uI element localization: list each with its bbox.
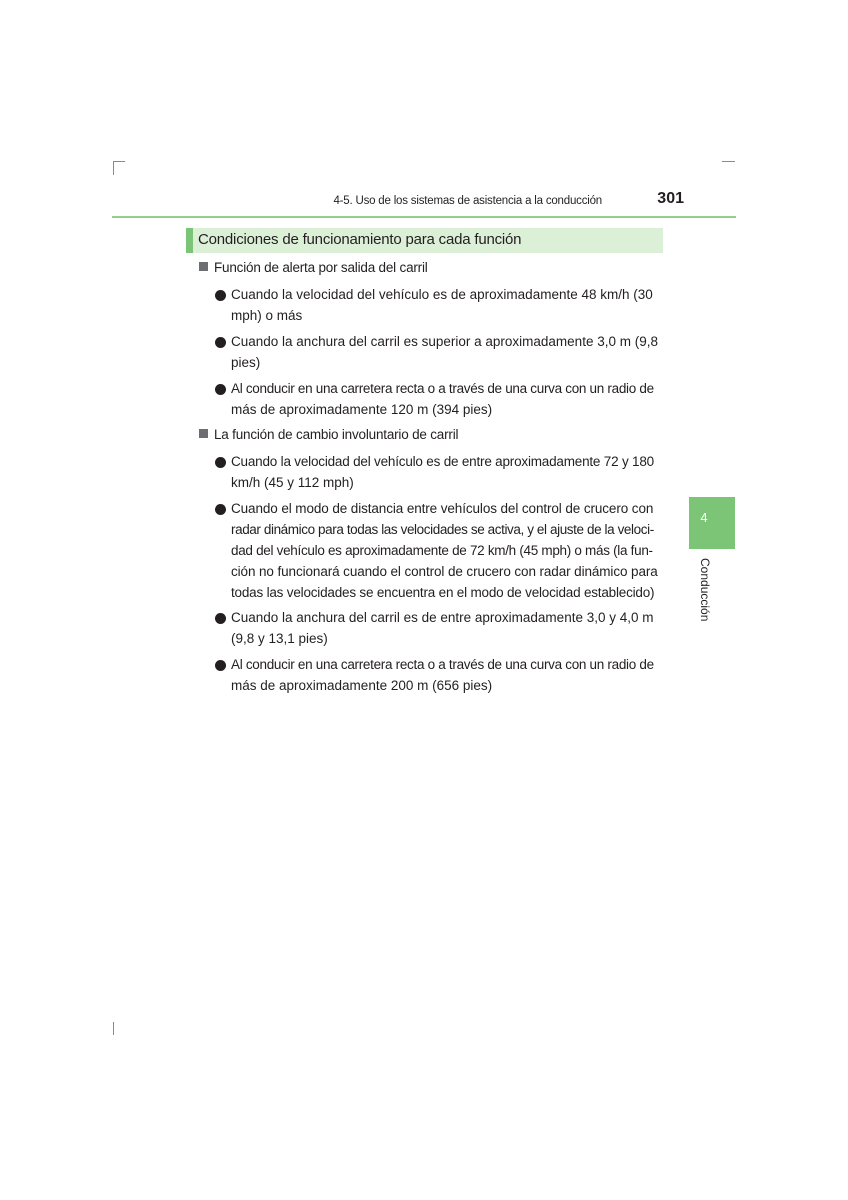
header-rule [112,216,736,218]
chapter-tab[interactable] [689,497,735,549]
round-bullet-icon [215,660,226,671]
list-item-line: ción no funcionará cuando el control de crucero con radar dinámico para [231,564,658,579]
subsection-title: La función de cambio involuntario de carril [214,427,459,442]
list-item-line: pies) [231,355,261,370]
list-item-line: más de aproximadamente 120 m (394 pies) [231,402,493,417]
section-title: Condiciones de funcionamiento para cada función [198,231,522,248]
square-bullet-icon [199,262,208,271]
list-item [215,331,659,373]
crop-mark-top-right-h [722,161,735,162]
list-item-line: mph) o más [231,308,303,323]
subsection-heading [199,260,428,275]
list-item [215,451,659,493]
list-item-line: dad del vehículo es aproximadamente de 72 km/h (45 mph) o más (la fun- [231,543,653,558]
subsection-heading [199,427,458,442]
chapter-number: 4 [700,510,708,525]
list-item-line: Cuando la anchura del carril es superior a aproximadamente 3,0 m (9,8 [231,334,658,349]
round-bullet-icon [215,457,226,468]
list-item-line: Cuando la velocidad del vehículo es de entre aproximadamente 72 y 180 [231,454,654,469]
list-item [215,654,659,696]
list-item-line: todas las velocidades se encuentra en el modo de velocidad establecido) [231,585,655,600]
square-bullet-icon [199,429,208,438]
round-bullet-icon [215,337,226,348]
round-bullet-icon [215,504,226,515]
list-item-line: Cuando el modo de distancia entre vehículos del control de crucero con [231,501,654,516]
list-item-line: radar dinámico para todas las velocidades se activa, y el ajuste de la veloci- [231,522,654,537]
section-heading-box [186,228,663,253]
list-item-line: km/h (45 y 112 mph) [231,475,354,490]
list-item-line: (9,8 y 13,1 pies) [231,631,328,646]
list-item [215,607,659,649]
running-header: 4-5. Uso de los sistemas de asistencia a la conducción [333,195,602,207]
crop-mark-top-left-h [113,161,125,162]
round-bullet-icon [215,613,226,624]
list-item-line: más de aproximadamente 200 m (656 pies) [231,678,493,693]
crop-mark-bottom-left-v [113,1022,114,1035]
list-item [215,284,659,326]
subsection-title: Función de alerta por salida del carril [214,260,428,275]
list-item-line: Al conducir en una carretera recta o a través de una curva con un radio de [231,657,654,672]
list-item [215,378,659,420]
round-bullet-icon [215,290,226,301]
chapter-label: Conducción [698,558,712,622]
list-item-line: Al conducir en una carretera recta o a través de una curva con un radio de [231,381,654,396]
crop-mark-top-left-v [113,161,114,175]
list-item [215,498,659,603]
list-item-line: Cuando la anchura del carril es de entre aproximadamente 3,0 y 4,0 m [231,610,654,625]
page-number: 301 [657,190,684,207]
round-bullet-icon [215,384,226,395]
list-item-line: Cuando la velocidad del vehículo es de aproximadamente 48 km/h (30 [231,287,653,302]
